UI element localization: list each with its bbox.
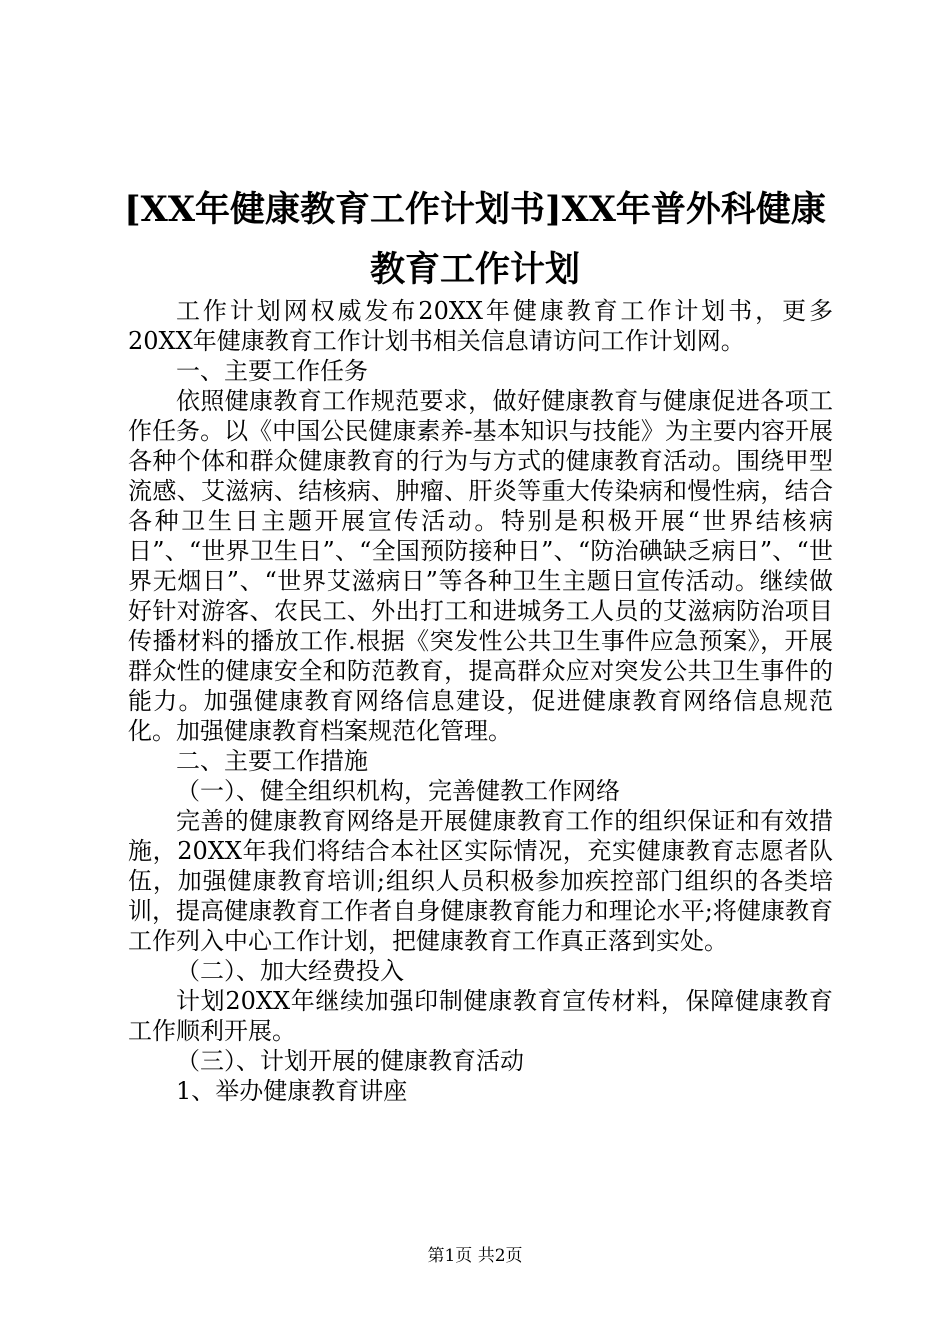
subsection-1-heading: （一）、健全组织机构，完善健教工作网络 — [176, 777, 620, 805]
document-title-line-1: [XX年健康教育工作计划书]XX年普外科健康 — [124, 189, 826, 230]
section-1-body: 依照健康教育工作规范要求，做好健康教育与健康促进各项工作任务。以《中国公民健康素养-基本知识与技能》为主要内容开展各种个体和群众健康教育的行为与方式的健康教育活动。围绕甲型流感、艾滋病、结核病、肿瘤、肝炎等重大传染病和慢性病，结合各种卫生日主题开展宣传活动。特别是积极开展“世界结核病日”、“世界卫生日”、“全国预防接种日”、“防治碘缺乏病日”、“世界无烟日”、“世界艾滋病日”等各种卫生主题日宣传活动。继续做好针对游客、农民工、外出打工和进城务工人员的艾滋病防治项目传播材料的播放工作.根据《突发性公共卫生事件应急预案》，开展群众性的健康安全和防范教育，提高群众应对突发公共卫生事件的能力。加强健康教育网络信息建设，促进健康教育网络信息规范化。加强健康教育档案规范化管理。 — [128, 387, 833, 745]
document-title-line-2: 教育工作计划 — [369, 249, 580, 290]
subsection-1-body: 完善的健康教育网络是开展健康教育工作的组织保证和有效措施，20XX年我们将结合本社区实际情况，充实健康教育志愿者队伍，加强健康教育培训;组织人员积极参加疾控部门组织的各类培训，提高健康教育工作者自身健康教育能力和理论水平;将健康教育工作列入中心工作计划，把健康教育工作真正落到实处。 — [128, 807, 833, 955]
page-number-footer: 第1页 共2页 — [427, 1246, 523, 1266]
document-body — [128, 296, 833, 1106]
list-item-1: 1、举办健康教育讲座 — [176, 1077, 408, 1105]
section-2-heading: 二、主要工作措施 — [176, 747, 368, 775]
intro-paragraph: 工作计划网权威发布20XX年健康教育工作计划书，更多20XX年健康教育工作计划书相关信息请访问工作计划网。 — [128, 297, 833, 355]
subsection-2-heading: （二）、加大经费投入 — [176, 957, 404, 985]
section-1-heading: 一、主要工作任务 — [176, 357, 368, 385]
subsection-3-heading: （三）、计划开展的健康教育活动 — [176, 1047, 524, 1075]
subsection-2-body: 计划20XX年继续加强印制健康教育宣传材料，保障健康教育工作顺利开展。 — [128, 987, 833, 1045]
